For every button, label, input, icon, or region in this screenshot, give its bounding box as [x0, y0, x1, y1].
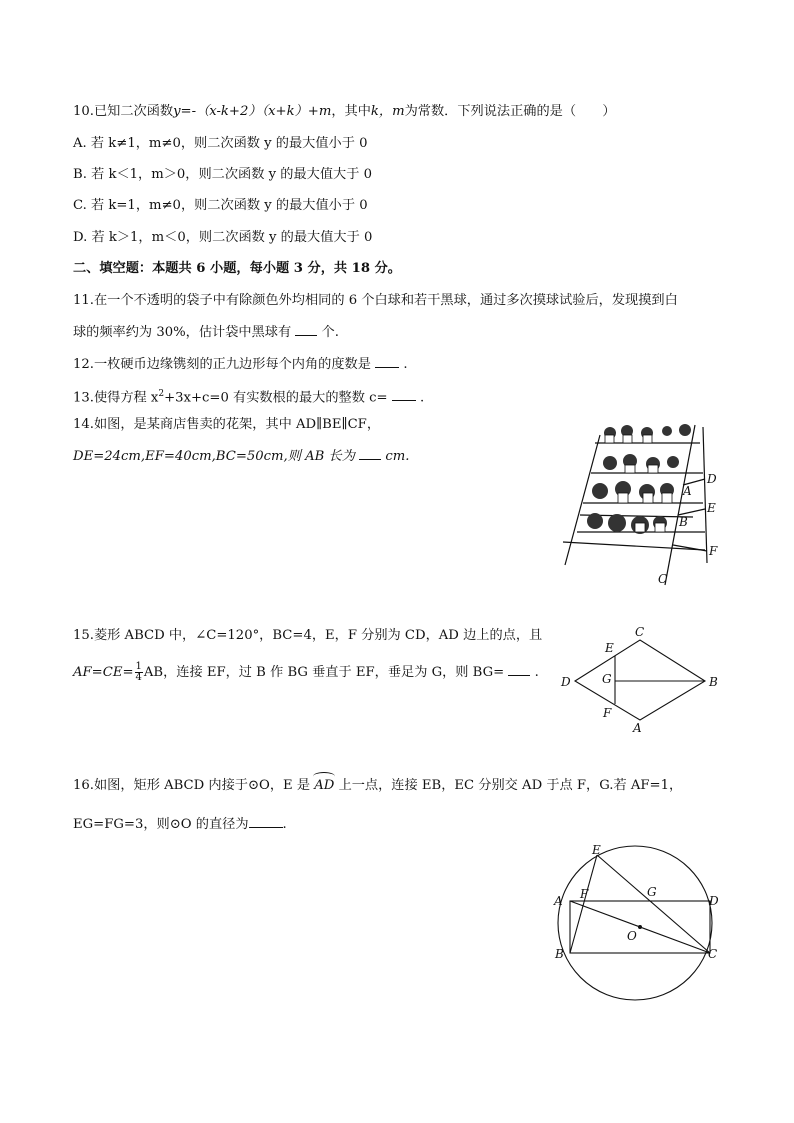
label-b: B	[555, 947, 564, 961]
answer-blank	[249, 815, 283, 828]
q11-line1: 11.在一个不透明的袋子中有除颜色外均相同的 6 个白球和若干黑球，通过多次摸球试验后，发现摸到白	[73, 293, 678, 308]
q14-text-b: cm.	[385, 449, 410, 464]
q13-line	[73, 385, 424, 407]
q10-option-c: C. 若 k=1，m≠0，则二次函数 y 的最大值小于 0	[73, 198, 368, 213]
label-b: B	[679, 515, 688, 529]
q13-text-a: 13.使得方程 x	[73, 390, 159, 406]
q12-text-a: 12.一枚硬币边缘镌刻的正九边形每个内角的度数是	[73, 357, 371, 372]
q15-line2	[73, 662, 539, 683]
q15-line1: 15.菱形 ABCD 中，∠C=120°，BC=4，E，F 分别为 CD，AD 边上的点，且	[73, 628, 543, 643]
q14-text-a: DE=24cm,EF=40cm,BC=50cm,则 AB 长为	[73, 449, 355, 464]
section-heading: 二、填空题：本题共 6 小题，每小题 3 分，共 18 分。	[73, 261, 401, 276]
back-post	[703, 427, 707, 563]
q13-text-c: .	[419, 390, 425, 406]
label-d: D	[709, 894, 719, 908]
q10-stem-b: ，其中	[331, 104, 371, 119]
q16-text-b: 上一点，连接 EB，EC 分别交 AD 于点 F，G.若 AF=1，	[338, 778, 683, 793]
q10-option-b: B. 若 k＜1，m＞0，则二次函数 y 的最大值大于 0	[73, 167, 372, 182]
flower-shelf-figure	[555, 415, 730, 590]
q16-text-c: EG=FG=3，则⊙O 的直径为	[73, 817, 249, 832]
circle-o	[558, 846, 712, 1000]
answer-blank	[295, 323, 317, 336]
front-leg	[665, 425, 695, 585]
q16-text-d: .	[282, 817, 287, 832]
answer-blank	[359, 447, 381, 460]
q13-superscript: 2	[158, 389, 165, 399]
label-c: C	[658, 572, 668, 586]
q14-line1: 14.如图，是某商店售卖的花架，其中 AD∥BE∥CF，	[73, 417, 381, 432]
q16-line2	[73, 815, 287, 834]
fraction-numerator: 1	[135, 661, 142, 672]
label-d: D	[561, 675, 571, 689]
q16-line1	[73, 777, 682, 795]
shelf-5	[563, 542, 705, 550]
q12-line	[73, 355, 408, 374]
q12-text-b: .	[403, 357, 408, 372]
label-o: O	[627, 929, 637, 943]
q10-stem	[73, 103, 616, 121]
fraction-denominator: 4	[135, 672, 142, 683]
rhombus-figure	[555, 620, 730, 738]
q13-text-b: +3x+c=0 有实数根的最大的整数 c=	[164, 390, 388, 406]
label-c: C	[635, 625, 645, 639]
arc-ad: AD	[314, 778, 335, 793]
label-a: A	[554, 894, 563, 908]
q15-text-a: AF=CE=	[73, 665, 134, 680]
label-a: A	[633, 721, 642, 735]
label-f: F	[580, 887, 589, 901]
left-leg	[565, 435, 600, 565]
q15-text-b: AB，连接 EF，过 B 作 BG 垂直于 EF，垂足为 G，则 BG=	[143, 665, 505, 680]
label-f: F	[709, 544, 718, 558]
q15-text-c: .	[534, 665, 539, 680]
label-d: D	[707, 472, 717, 486]
q11-text-a: 球的频率约为 30%，估计袋中黑球有	[73, 325, 292, 340]
q10-option-a: A. 若 k≠1，m≠0，则二次函数 y 的最大值小于 0	[73, 136, 368, 151]
answer-blank	[375, 355, 399, 368]
label-f: F	[603, 706, 612, 720]
q11-text-b: 个.	[321, 325, 339, 340]
label-e: E	[605, 641, 614, 655]
q14-line2	[73, 447, 409, 466]
label-e: E	[592, 843, 601, 857]
q10-option-d: D. 若 k＞1，m＜0，则二次函数 y 的最大值大于 0	[73, 230, 373, 245]
q11-line2	[73, 323, 339, 342]
q10-vars: k，m	[370, 104, 405, 119]
fraction	[135, 662, 143, 683]
label-g: G	[602, 672, 612, 686]
label-g: G	[647, 885, 657, 899]
segment-eb	[570, 855, 597, 953]
circle-figure	[550, 843, 730, 1003]
label-e: E	[707, 501, 716, 515]
rhombus-abcd	[575, 640, 705, 720]
label-b: B	[709, 675, 718, 689]
q16-text-a: 16.如图，矩形 ABCD 内接于⊙O，E 是	[73, 778, 311, 793]
q10-stem-c: 为常数．下列说法正确的是（ ）	[404, 104, 616, 119]
label-a: A	[683, 484, 692, 498]
q10-stem-a: 10.已知二次函数	[73, 104, 174, 119]
q10-expression: y=-（x-k+2）（x+k）+m	[173, 104, 332, 119]
center-point	[638, 925, 642, 929]
answer-blank	[508, 663, 530, 676]
label-c: C	[708, 947, 718, 961]
answer-blank	[392, 388, 416, 401]
segment-ec	[597, 855, 710, 953]
